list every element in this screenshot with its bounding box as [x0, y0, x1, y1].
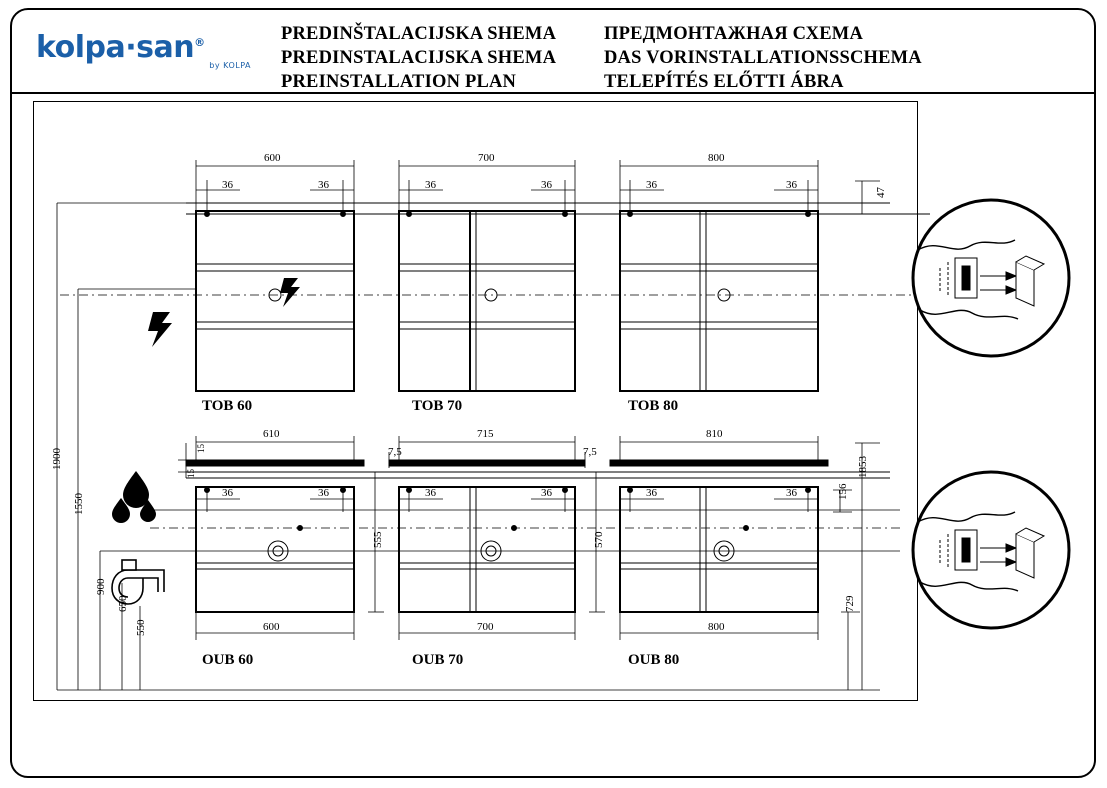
dim-oub80-bottom-width: 800	[708, 621, 725, 633]
dim-small-15-a: 15	[196, 444, 206, 453]
brand-subtitle: by KOLPA	[209, 61, 251, 70]
dim-height-550: 550	[135, 619, 147, 636]
dim-height-900: 900	[95, 578, 107, 595]
dim-overhang-left: 7,5	[388, 446, 402, 458]
dim-right-1853: 1853	[857, 456, 869, 478]
header-divider	[12, 92, 1094, 94]
dim-oub70-right-offset: 36	[541, 487, 552, 499]
label-oub60: OUB 60	[202, 652, 254, 668]
dim-tob70-right-offset: 36	[541, 179, 552, 191]
dim-height-650: 650	[117, 595, 129, 612]
dim-top-right-47: 47	[875, 187, 887, 198]
dim-oub70-bottom-width: 700	[477, 621, 494, 633]
dim-small-15-b: 15	[186, 469, 196, 478]
titles-left-column	[281, 22, 581, 94]
dim-oub70-left-offset: 36	[425, 487, 436, 499]
label-oub70: OUB 70	[412, 652, 464, 668]
dim-oub60-left-offset: 36	[222, 487, 233, 499]
title-sl: PREDINŠTALACIJSKA SHEMA	[281, 24, 557, 44]
dim-tob60-width: 600	[264, 152, 281, 164]
dim-oub70-depth: 570	[593, 531, 605, 548]
dim-tob60-left-offset: 36	[222, 179, 233, 191]
dim-oub80-right-offset: 36	[786, 487, 797, 499]
brand-logo	[36, 30, 251, 86]
title-ru: ПРЕДМОНТАЖНАЯ СХЕМА	[604, 24, 864, 44]
title-de: DAS VORINSTALLATIONSSCHEMA	[604, 48, 922, 68]
title-en: PREINSTALLATION PLAN	[281, 72, 517, 92]
dim-tob80-width: 800	[708, 152, 725, 164]
label-tob60: TOB 60	[202, 398, 253, 414]
dim-tob80-left-offset: 36	[646, 179, 657, 191]
dim-height-1550: 1550	[73, 493, 85, 515]
dim-tob70-width: 700	[478, 152, 495, 164]
drawing-area-border	[33, 101, 918, 701]
title-hr: PREDINSTALACIJSKA SHEMA	[281, 48, 557, 68]
dim-oub60-bottom-width: 600	[263, 621, 280, 633]
dim-right-156: 156	[837, 483, 849, 500]
label-tob70: TOB 70	[412, 398, 463, 414]
dim-oub80-top-width: 810	[706, 428, 723, 440]
dim-oub60-top-width: 610	[263, 428, 280, 440]
dim-oub60-depth: 555	[372, 531, 384, 548]
title-hu: TELEPÍTÉS ELŐTTI ÁBRA	[604, 72, 844, 92]
dim-tob80-right-offset: 36	[786, 179, 797, 191]
dim-oub80-left-offset: 36	[646, 487, 657, 499]
label-tob80: TOB 80	[628, 398, 679, 414]
dim-height-1900: 1900	[51, 448, 63, 470]
titles-right-column	[604, 22, 984, 94]
dim-overhang-right: 7,5	[583, 446, 597, 458]
brand-name: kolpa·san®	[36, 30, 205, 65]
dim-tob60-right-offset: 36	[318, 179, 329, 191]
dim-right-729: 729	[844, 595, 856, 612]
dim-tob70-left-offset: 36	[425, 179, 436, 191]
dim-oub60-right-offset: 36	[318, 487, 329, 499]
label-oub80: OUB 80	[628, 652, 680, 668]
dim-oub70-top-width: 715	[477, 428, 494, 440]
